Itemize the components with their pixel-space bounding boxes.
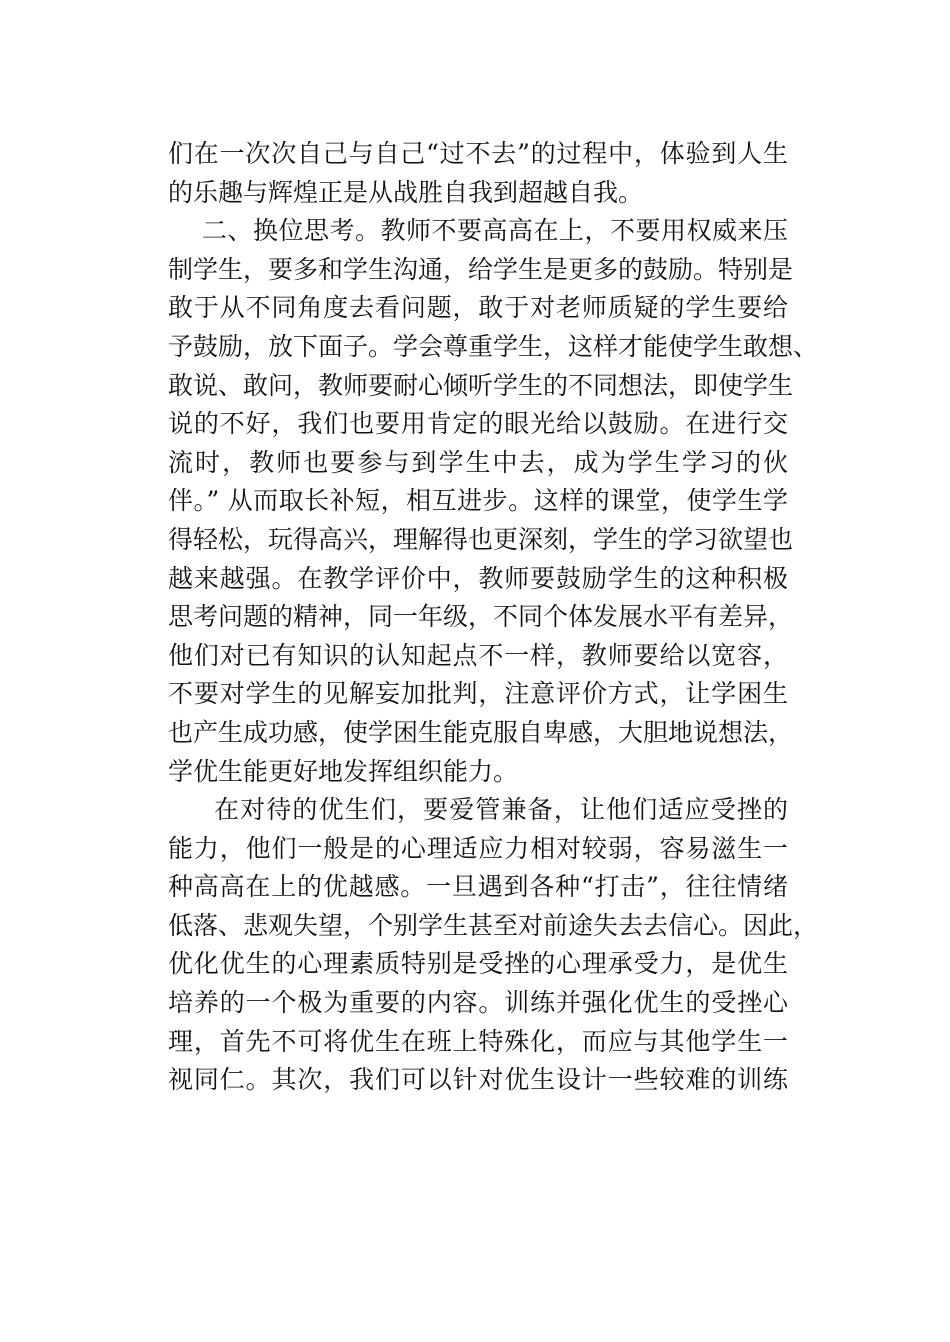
text-line: 二、换位思考。教师不要高高在上，不要用权威来压 (202, 216, 788, 246)
text-line: 制学生，要多和学生沟通，给学生是更多的鼓励。特别是 (168, 254, 794, 284)
text-line: 不要对学生的见解妄加批判，注意评价方式，让学困生 (168, 679, 788, 709)
text-line: 说的不好，我们也要用肯定的眼光给以鼓励。在进行交 (168, 409, 788, 439)
text-line: 在对待的优生们，要爱管兼备，让他们适应受挫的 (214, 795, 788, 825)
body-text (168, 135, 819, 1100)
paragraph-2 (168, 212, 819, 791)
text-line: 他们对已有知识的认知起点不一样，教师要给以宽容， (168, 640, 788, 670)
text-line: 理，首先不可将优生在班上特殊化，而应与其他学生一 (168, 1026, 788, 1056)
text-line: 们在一次次自己与自己“过不去”的过程中，体验到人生 (168, 139, 788, 168)
text-line: 的乐趣与辉煌正是从战胜自我到超越自我。 (168, 177, 644, 207)
text-line: 培养的一个极为重要的内容。训练并强化优生的受挫心 (168, 988, 788, 1018)
text-line: 流时，教师也要参与到学生中去，成为学生学习的伙 (168, 447, 788, 477)
text-line: 低落、悲观失望，个别学生甚至对前途失去去信心。因此， (168, 910, 819, 940)
text-line: 种高高在上的优越感。一旦遇到各种“打击”，往往情绪 (168, 872, 788, 902)
text-line: 优化优生的心理素质特别是受挫的心理承受力，是优生 (168, 949, 788, 979)
text-line: 得轻松，玩得高兴，理解得也更深刻，学生的学习欲望也 (168, 524, 794, 554)
text-line: 伴。” 从而取长补短，相互进步。这样的课堂，使学生学 (168, 486, 788, 516)
text-line: 予鼓励，放下面子。学会尊重学生，这样才能使学生敢想、 (168, 331, 819, 361)
text-line: 也产生成功感，使学困生能克服自卑感，大胆地说想法， (168, 717, 794, 747)
text-line: 越来越强。在教学评价中，教师要鼓励学生的这种积极 (168, 563, 788, 593)
text-line: 思考问题的精神，同一年级，不同个体发展水平有差异， (168, 602, 794, 632)
text-line: 能力，他们一般是的心理适应力相对较弱，容易滋生一 (168, 833, 788, 863)
text-line: 敢于从不同角度去看问题，敢于对老师质疑的学生要给 (168, 293, 788, 323)
paragraph-1 (168, 135, 788, 212)
paragraph-3 (168, 791, 819, 1100)
text-line: 学优生能更好地发挥组织能力。 (168, 756, 519, 786)
text-line: 敢说、敢问，教师要耐心倾听学生的不同想法，即使学生 (168, 370, 794, 400)
text-line: 视同仁。其次，我们可以针对优生设计一些较难的训练 (168, 1065, 788, 1095)
